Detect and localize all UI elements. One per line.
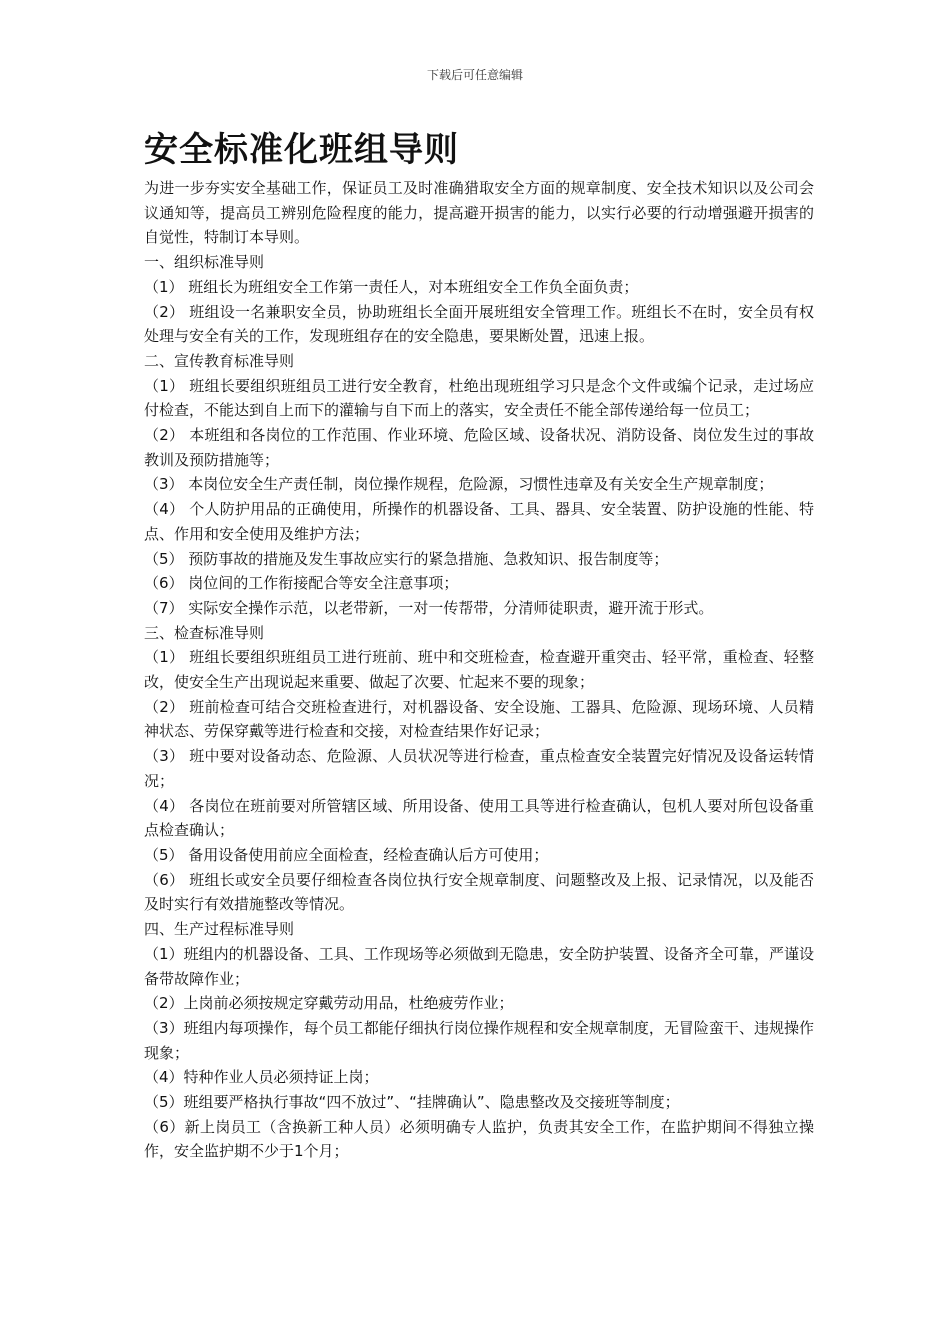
list-item: （3） 班中要对设备动态、危险源、人员状况等进行检查，重点检查安全装置完好情况及设备运转情况； xyxy=(144,747,814,790)
list-item: （5） 预防事故的措施及发生事故应实行的紧急措施、急救知识、报告制度等； xyxy=(144,549,669,568)
document-body xyxy=(144,176,814,1164)
list-item: （2） 班前检查可结合交班检查进行，对机器设备、安全设施、工器具、危险源、现场环境、人员精神状态、劳保穿戴等进行检查和交接，对检查结果作好记录； xyxy=(144,697,814,741)
list-item: （3） 本岗位安全生产责任制，岗位操作规程，危险源，习惯性违章及有关安全生产规章制度； xyxy=(144,475,774,494)
list-item: （6）新上岗员工（含换新工种人员）必须明确专人监护，负责其安全工作，在监护期间不得独立操作，安全监护期不少于1个月； xyxy=(144,1117,814,1161)
section-heading: 一、组织标准导则 xyxy=(144,253,265,272)
list-item: （1） 班组长要组织班组员工进行班前、班中和交班检查，检查避开重突击、轻平常，重检查、轻整改，使安全生产出现说起来重要、做起了次要、忙起来不要的现象； xyxy=(144,648,814,692)
list-item: （4）特种作业人员必须持证上岗； xyxy=(144,1068,379,1087)
list-item: （3）班组内每项操作，每个员工都能仔细执行岗位操作规程和安全规章制度，无冒险蛮干、违规操作现象； xyxy=(144,1018,814,1062)
document xyxy=(144,126,814,1164)
page-header-note: 下载后可任意编辑 xyxy=(426,68,523,82)
list-item: （1）班组内的机器设备、工具、工作现场等必须做到无隐患，安全防护装置、设备齐全可靠，严谨设备带故障作业； xyxy=(144,944,814,988)
list-item: （2） 本班组和各岗位的工作范围、作业环境、危险区域、设备状况、消防设备、岗位发生过的事故教训及预防措施等； xyxy=(144,426,814,469)
list-item: （2）上岗前必须按规定穿戴劳动用品，杜绝疲劳作业； xyxy=(144,994,514,1013)
list-item: （1） 班组长为班组安全工作第一责任人，对本班组安全工作负全面负责； xyxy=(144,277,639,296)
list-item: （5） 备用设备使用前应全面检查，经检查确认后方可使用； xyxy=(144,845,549,864)
list-item: （2） 班组设一名兼职安全员，协助班组长全面开展班组安全管理工作。班组长不在时，安全员有权处理与安全有关的工作，发现班组存在的安全隐患，要果断处置，迅速上报。 xyxy=(144,302,814,346)
list-item: （5）班组要严格执行事故“四不放过”、“挂牌确认”、隐患整改及交接班等制度； xyxy=(144,1093,680,1112)
list-item: （4） 个人防护用品的正确使用，所操作的机器设备、工具、器具、安全装置、防护设施的性能、特点、作用和安全使用及维护方法； xyxy=(144,500,814,543)
section-heading: 二、宣传教育标准导则 xyxy=(144,351,295,370)
document-title: 安全标准化班组导则 xyxy=(144,130,459,170)
list-item: （6） 班组长或安全员要仔细检查各岗位执行安全规章制度、问题整改及上报、记录情况，以及能否及时实行有效措施整改等情况。 xyxy=(144,870,814,914)
list-item: （7） 实际安全操作示范，以老带新，一对一传帮带，分清师徒职责，避开流于形式。 xyxy=(144,598,714,617)
intro-paragraph: 为进一步夯实安全基础工作，保证员工及时准确猎取安全方面的规章制度、安全技术知识以及公司会议通知等，提高员工辨别危险程度的能力，提高避开损害的能力，以实行必要的行动增强避开损害的自觉性，特制订本导则。 xyxy=(144,179,814,247)
list-item: （6） 岗位间的工作衔接配合等安全注意事项； xyxy=(144,574,459,593)
section-heading: 三、检查标准导则 xyxy=(144,623,265,642)
list-item: （4） 各岗位在班前要对所管辖区域、所用设备、使用工具等进行检查确认，包机人要对所包设备重点检查确认； xyxy=(144,796,814,840)
list-item: （1） 班组长要组织班组员工进行安全教育，杜绝出现班组学习只是念个文件或编个记录，走过场应付检查，不能达到自上而下的灌输与自下而上的落实，安全责任不能全部传递给每一位员工； xyxy=(144,376,814,420)
section-heading: 四、生产过程标准导则 xyxy=(144,920,295,939)
